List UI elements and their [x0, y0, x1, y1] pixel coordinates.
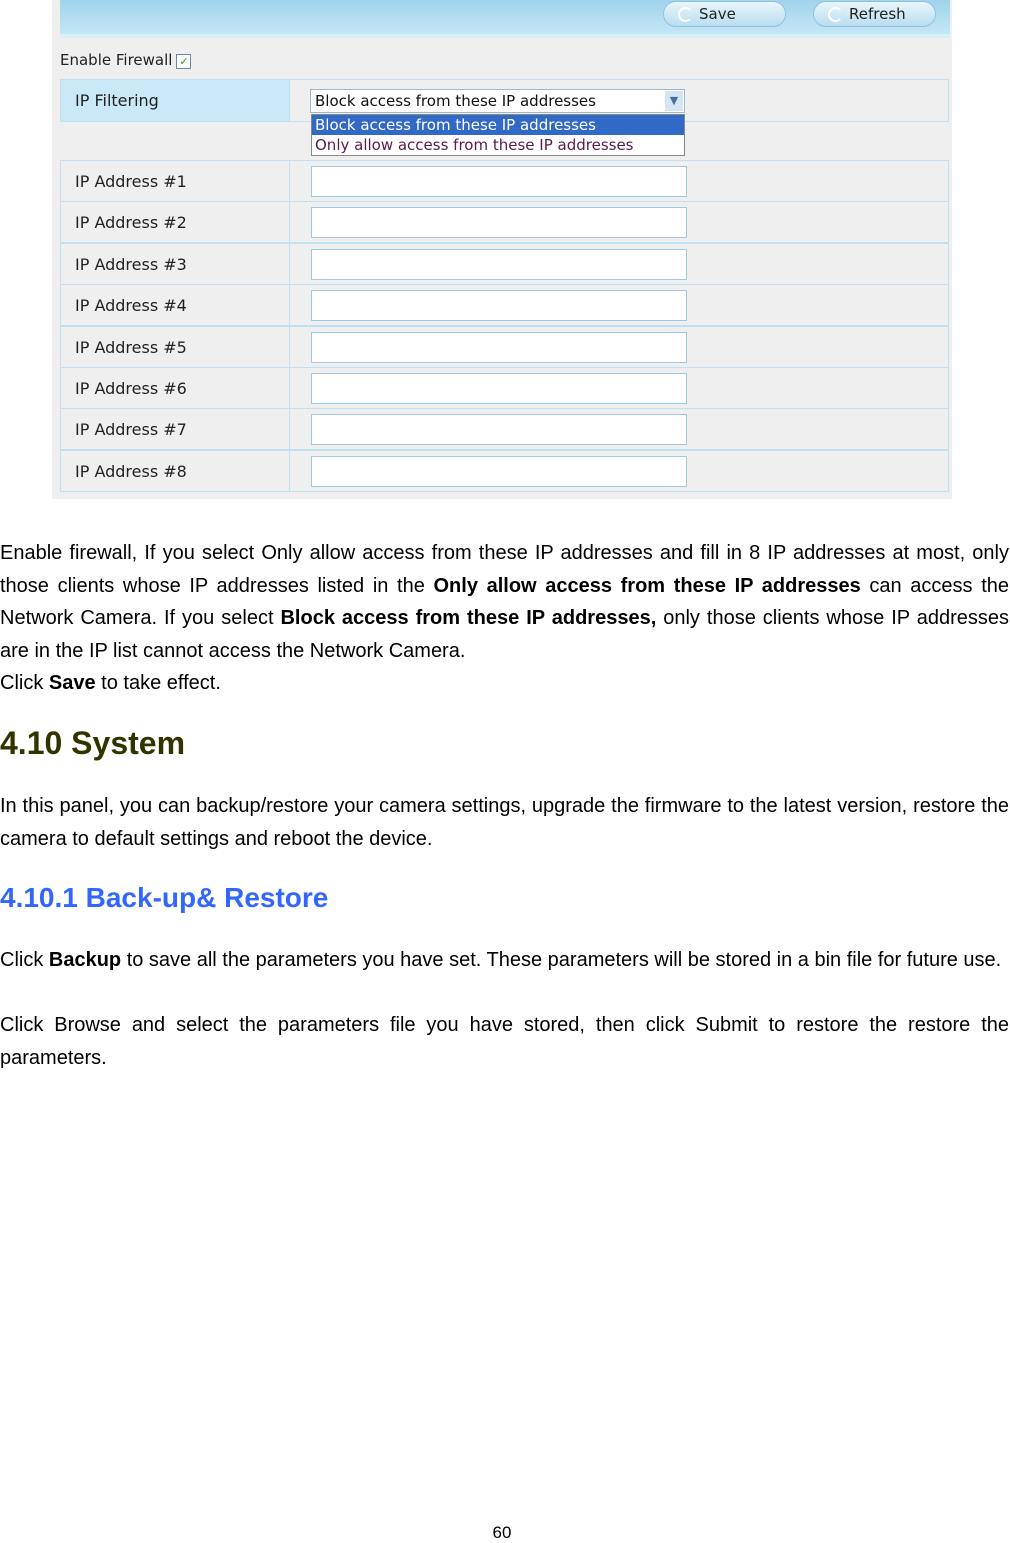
ip-address-row: [60, 201, 949, 243]
ip-address-label: IP Address #7: [61, 409, 290, 449]
system-description: In this panel, you can backup/restore your camera settings, upgrade the firmware to the latest version, restore the camera to default settings and reboot the device.: [0, 795, 1009, 850]
ip-filtering-select[interactable]: [310, 89, 685, 113]
page-number: 60: [492, 1523, 512, 1542]
option-only-allow[interactable]: Only allow access from these IP addresses: [315, 136, 634, 154]
text: to save all the parameters you have set. These parameters will be stored in a bin file for future use.: [121, 949, 1002, 971]
refresh-icon: [678, 7, 693, 22]
bold-text: Save: [48, 672, 96, 694]
section-heading: 4.10 System: [0, 725, 186, 761]
ip-address-row: [60, 450, 949, 492]
ip-filtering-options: [311, 114, 685, 156]
refresh-icon: [828, 7, 843, 22]
ip-address-input-1[interactable]: [311, 166, 687, 197]
firewall-settings-screenshot: [52, 0, 952, 499]
ip-address-input-7[interactable]: [311, 414, 687, 445]
refresh-button[interactable]: [813, 1, 936, 27]
ip-address-input-3[interactable]: [311, 249, 687, 280]
option-block[interactable]: Block access from these IP addresses: [312, 115, 684, 135]
bold-text: Block access from these IP addresses,: [280, 607, 657, 629]
ip-address-input-5[interactable]: [311, 332, 687, 363]
bold-text: Backup: [48, 949, 122, 971]
ip-address-input-4[interactable]: [311, 290, 687, 321]
subsection-heading: 4.10.1 Back-up& Restore: [0, 882, 329, 913]
ip-filtering-value: Block access from these IP addresses: [315, 92, 596, 110]
ip-address-label: IP Address #4: [61, 285, 290, 325]
ip-address-label: IP Address #2: [61, 202, 290, 242]
refresh-label: Refresh: [849, 5, 906, 23]
ip-address-row: [60, 284, 949, 326]
restore-description: Click Browse and select the parameters file you have stored, then click Submit to restore the restore the parameters.: [0, 1014, 1009, 1069]
ip-address-row: [60, 243, 949, 285]
text: Click: [0, 949, 49, 971]
text: to take effect.: [95, 672, 221, 694]
backup-description: [0, 944, 1009, 977]
ip-address-row: [60, 326, 949, 368]
ip-address-input-2[interactable]: [311, 207, 687, 238]
save-button[interactable]: [663, 1, 786, 27]
text: only those clients whose IP addresses are in the IP list cannot access the Network Camera.: [0, 607, 1009, 662]
ip-address-row: [60, 408, 949, 450]
ip-filtering-label: IP Filtering: [61, 80, 290, 121]
ip-address-input-8[interactable]: [311, 456, 687, 487]
toolbar: [60, 0, 950, 38]
ip-address-label: IP Address #6: [61, 368, 290, 408]
ip-address-row: [60, 367, 949, 409]
ip-address-input-6[interactable]: [311, 373, 687, 404]
ip-address-label: IP Address #1: [61, 161, 290, 201]
ip-address-label: IP Address #3: [61, 244, 290, 284]
text: Click: [0, 672, 49, 694]
save-label: Save: [699, 5, 736, 23]
bold-text: Only allow access from these IP addresses: [433, 574, 861, 597]
firewall-description: [0, 537, 1009, 667]
text: can access the Network Camera. If you select: [0, 574, 1010, 629]
enable-firewall: [60, 50, 191, 69]
enable-firewall-label: Enable Firewall: [60, 50, 173, 69]
save-instruction: [0, 667, 1009, 700]
enable-firewall-checkbox[interactable]: ✓: [176, 54, 191, 69]
chevron-down-icon: ▼: [665, 91, 683, 111]
ip-address-label: IP Address #8: [61, 451, 290, 491]
ip-address-row: [60, 160, 949, 202]
text: Enable firewall, If you select Only allow access from these IP addresses and fill in 8 IP addresses at most, only those clients whose IP addresses listed in the: [0, 542, 1009, 597]
ip-address-label: IP Address #5: [61, 327, 290, 367]
